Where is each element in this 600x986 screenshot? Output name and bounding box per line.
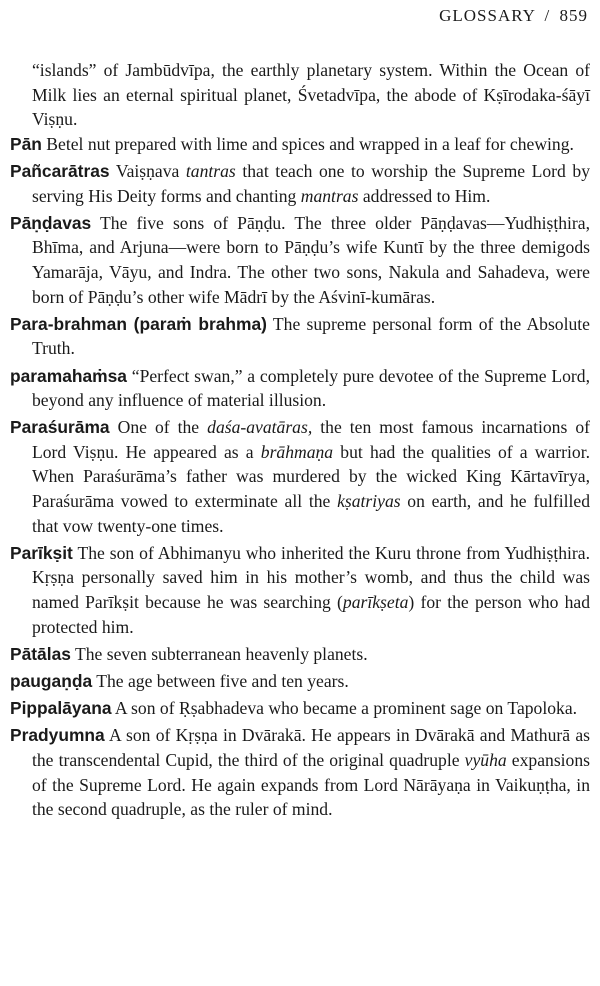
glossary-entry-pandavas (10, 211, 590, 309)
definition-text: ) for the person who had protected him. (32, 592, 590, 637)
glossary-entry-pradyumna (10, 723, 590, 821)
definition-text: One of the (109, 417, 208, 438)
entry-term: Para-brahman (paraṁ brahma) (10, 313, 267, 334)
definition-text: The age between five and ten years. (92, 671, 349, 691)
entry-term: Pāṇḍavas (10, 212, 92, 233)
glossary-entry-pariksit (10, 541, 590, 639)
italic-term: tantras (185, 160, 236, 181)
definition-text: A son of Ṛṣabhadeva who became a prominent sage on Tapoloka. (111, 698, 578, 719)
glossary-entry-parasurama (10, 415, 590, 538)
entry-term: Pātālas (10, 643, 71, 664)
entry-term: Parīkṣit (10, 542, 73, 563)
italic-term: kṣatriyas (337, 491, 401, 512)
entry-term: Pañcarātras (10, 160, 110, 181)
glossary-entry-pippalayana (10, 696, 590, 721)
definition-text: the ten most famous incarnations of Lord Viṣṇu. He appeared as a (32, 417, 591, 462)
header-title: GLOSSARY (439, 6, 536, 25)
definition-text: addressed to Him. (358, 185, 491, 206)
entry-term: Paraśurāma (10, 417, 110, 438)
definition-text: The seven subterranean heavenly planets. (70, 643, 368, 664)
entry-term: paugaṇḍa (10, 671, 93, 691)
running-header (439, 6, 588, 26)
italic-term: mantras (300, 185, 359, 206)
italic-term: vyūha (464, 749, 507, 770)
definition-text: that teach one to worship the Supreme Lord by serving His Deity forms and chanting (32, 160, 590, 206)
italic-term: brāhmaṇa (260, 441, 334, 462)
definition-text: A son of Kṛṣṇa in Dvārakā. He appears in Dvārakā and Mathurā as the transcendental Cupid, the third of the original quadruple (32, 725, 590, 770)
glossary-entry-pancaratras (10, 159, 590, 208)
italic-term: daśa-avatāras, (207, 417, 313, 438)
glossary-body (10, 58, 590, 824)
definition-text: expansions of the Supreme Lord. He again expands from Lord Nārāyaṇa in Vaikuṇṭha, in the second quadruple, as the ruler of mind. (32, 749, 590, 820)
entry-term: Pradyumna (10, 725, 105, 746)
definition-text: Vaiṣṇava (109, 160, 186, 181)
definition-text: “Perfect swan,” a completely pure devotee of the Supreme Lord, beyond any influence of material illusion. (32, 365, 590, 411)
definition-text: The five sons of Pāṇḍu. The three older Pāṇḍavas—Yudhiṣṭhira, Bhīma, and Arjuna—were born to Pāṇḍu’s wife Kuntī by the three demigods Yamarāja, Vāyu, and Indra. The other two sons, Nakula and Sahadeva, were born of Pāṇḍu’s other wife Mādrī by the Aśvinī-kumāras. (32, 212, 590, 307)
entry-term: paramahaṁsa (10, 365, 127, 386)
italic-term: parīkṣeta (342, 592, 409, 613)
definition-text: “islands” of Jambūdvīpa, the earthly planetary system. Within the Ocean of Milk lies an eternal spiritual planet, Śvetadvīpa, the abode of Kṣīrodaka-śāyī Viṣṇu. (32, 60, 590, 130)
glossary-entry-pauganda (10, 669, 590, 694)
glossary-entry-patalas (10, 642, 590, 667)
glossary-entry-pan (10, 132, 590, 157)
continued-definition (10, 58, 590, 132)
definition-text: on earth, and he fulfilled that vow twenty-one times. (32, 491, 590, 536)
page-number: 859 (559, 6, 588, 25)
definition-text: but had the qualities of a warrior. When Paraśurāma’s father was murdered by the wicked King Kārtavīrya, Paraśurāma vowed to exterminate all the (32, 441, 590, 512)
glossary-entry-paramahamsa (10, 364, 590, 413)
definition-text: The supreme personal form of the Absolute Truth. (32, 313, 590, 359)
header-separator: / (544, 6, 551, 25)
definition-text: The son of Abhimanyu who inherited the Kuru throne from Yudhiṣṭhira. Kṛṣṇa personally saved him in his mother’s womb, and thus the child was named Parīkṣit because he was searching ( (32, 542, 590, 613)
entry-term: Pān (10, 133, 42, 154)
definition-text: Betel nut prepared with lime and spices and wrapped in a leaf for chewing. (41, 133, 574, 154)
glossary-entry-para-brahman-param-brahma (10, 312, 590, 361)
entry-term: Pippalāyana (10, 698, 112, 719)
